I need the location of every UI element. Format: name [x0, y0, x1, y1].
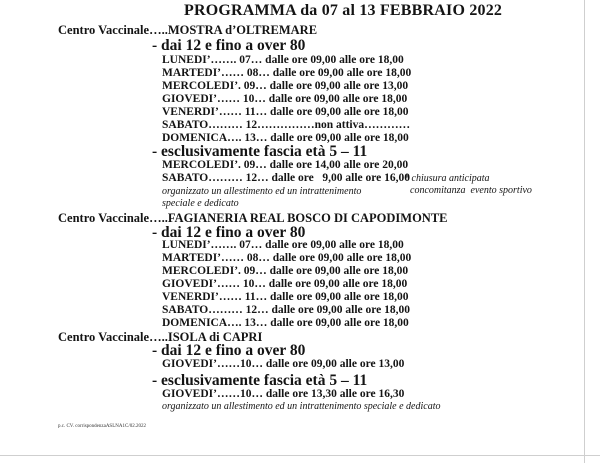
- schedule-row: SABATO……… 12… dalle ore 09,00 alle ore 18,00: [162, 304, 410, 316]
- schedule-row: GIOVEDI’…… 10… dalle ore 09,00 alle ore 18,00: [162, 278, 408, 290]
- event-note: speciale e dedicato: [162, 198, 239, 209]
- event-note: organizzato un allestimento ed un intrattenimento: [162, 186, 362, 197]
- page-edge-right: [584, 0, 585, 463]
- schedule-row: SABATO……… 12……………non attiva…………: [162, 119, 411, 131]
- center-label-capri: Centro Vaccinale…..ISOLA di CAPRI: [58, 330, 263, 344]
- schedule-row: MARTEDI’…… 08… dalle ore 09,00 alle ore 18,00: [162, 252, 412, 264]
- schedule-row: VENERDI’…… 11… dalle ore 09,00 alle ore 18,00: [162, 291, 409, 303]
- side-note: * chiusura anticipata: [404, 173, 490, 184]
- schedule-row: MARTEDI’…… 08… dalle ore 09,00 alle ore 18,00: [162, 67, 412, 79]
- group-heading-12-80: - dai 12 e fino a over 80: [152, 224, 306, 241]
- schedule-row: GIOVEDI’……10… dalle ore 09,00 alle ore 13,00: [162, 358, 405, 370]
- side-note: concomitanza evento sportivo: [410, 185, 532, 196]
- center-label-oltremare: Centro Vaccinale…..MOSTRA d’OLTREMARE: [58, 23, 318, 37]
- group-heading-5-11: - esclusivamente fascia età 5 – 11: [152, 372, 368, 389]
- center-label-capodimonte: Centro Vaccinale…..FAGIANERIA REAL BOSCO DI CAPODIMONTE: [58, 211, 448, 225]
- schedule-row: LUNEDI’……. 07… dalle ore 09,00 alle ore 18,00: [162, 54, 404, 66]
- schedule-row: GIOVEDI’…… 10… dalle ore 09,00 alle ore 18,00: [162, 93, 408, 105]
- schedule-row: VENERDI’…… 11… dalle ore 09,00 alle ore 18,00: [162, 106, 409, 118]
- schedule-row: DOMENICA…. 13… dalle ore 09,00 alle ore 18,00: [162, 317, 409, 329]
- document-title: PROGRAMMA da 07 al 13 FEBBRAIO 2022: [184, 2, 503, 19]
- schedule-row: SABATO……… 12… dalle ore 9,00 alle ore 16,00: [162, 172, 410, 184]
- schedule-row: GIOVEDI’……10… dalle ore 13,30 alle ore 16,30: [162, 388, 405, 400]
- group-heading-12-80: - dai 12 e fino a over 80: [152, 37, 306, 54]
- group-heading-5-11: - esclusivamente fascia età 5 – 11: [152, 143, 368, 160]
- event-note: organizzato un allestimento ed un intrattenimento speciale e dedicato: [162, 401, 441, 412]
- group-heading-12-80: - dai 12 e fino a over 80: [152, 342, 306, 359]
- schedule-row: DOMENICA…. 13… dalle ore 09,00 alle ore 18,00: [162, 132, 409, 144]
- schedule-row: MERCOLEDI’. 09… dalle ore 09,00 alle ore 13,00: [162, 80, 409, 92]
- schedule-row: MERCOLEDI’. 09… dalle ore 09,00 alle ore 18,00: [162, 265, 409, 277]
- footer-reference: p.c. CV. corrispondenzaASLNA1C/02.2022: [58, 424, 146, 429]
- schedule-row: MERCOLEDI’. 09… dalle ore 14,00 alle ore 20,00: [162, 159, 409, 171]
- schedule-row: LUNEDI’……. 07… dalle ore 09,00 alle ore 18,00: [162, 239, 404, 251]
- page-edge-bottom: [0, 455, 600, 456]
